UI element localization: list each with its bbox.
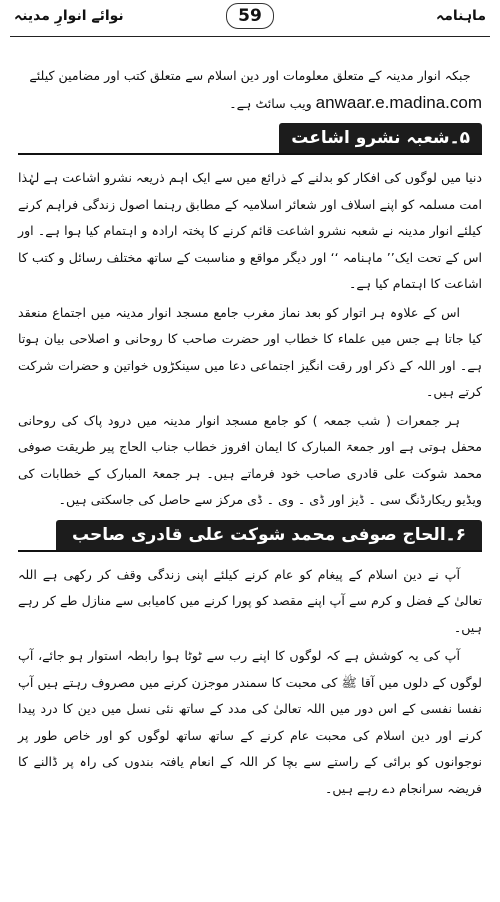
section-6-heading: ۶۔الحاج صوفی محمد شوکت علی قادری صاحب bbox=[56, 520, 482, 550]
magazine-label: ماہنامہ bbox=[436, 8, 486, 24]
section-6-paragraph-1: آپ نے دین اسلام کے پیغام کو عام کرنے کیلئے اپنی زندگی وقف کر رکھی ہے اللہ تعالیٰ کے فضل و کرم سے آپ اپنے مقصد کو پورا کرنے میں کامیابی سے منازل طے کر رہے ہیں۔ bbox=[18, 566, 482, 635]
section-6-header bbox=[18, 520, 482, 552]
section-5-paragraph-2: اس کے علاوہ ہر اتوار کو بعد نماز مغرب جامع مسجد انوار مدینہ میں اجتماع منعقد کیا جاتا ہے جس میں علماء کا خطاب اور حضرت صاحب کا روحانی و اصلاحی بیان ہوتا ہے۔ اور اللہ کے ذکر اور رقت انگیز اجتماعی دعا میں سینکڑوں خواتین و حضرات شرکت کرتے ہیں۔ bbox=[18, 304, 482, 399]
page-number: 59 bbox=[226, 3, 274, 29]
section-5-paragraph-1: دنیا میں لوگوں کی افکار کو بدلنے کے ذرائع میں سے ایک اہم ذریعہ نشرو اشاعت ہے لہٰذا امت مسلمہ کو اپنے اسلاف اور شعائر اسلامیہ کے مطابق رہنما اصول زندگی فراہم کرنے کیلئے انوار مدینہ نے شعبہ نشرو اشاعت قائم کرنے کا پختہ ارادہ و اہتمام کیا ہوا ہے۔ اور اس کے تحت ایک’’ ماہنامہ ‘‘ اور دیگر مواقع و مناسبت کے ساتھ مختلف رسائل و کتب کا اشاعت کا اہتمام کیا ہے۔ bbox=[18, 170, 482, 291]
intro-url-line bbox=[18, 90, 482, 118]
section-6-paragraph-2: آپ کی یہ کوشش ہے کہ لوگوں کا اپنے رب سے ٹوٹا ہوا رابطہ استوار ہو جائے، آپ لوگوں کے دلوں میں آقا ﷺ کی محبت کا سمندر موجزن کرنے میں مصروف رہتے ہیں آپ نفسا نفسی کے اس دور میں اللہ تعالیٰ کی مدد کے ساتھ نئی نسل میں دین کا درد پیدا کرنے اور دین اسلام کی محبت عام کرنے کے ساتھ ساتھ لوگوں کو اور خاص طور پر نوجوانوں کو برائی کے راستے سے بچا کر اللہ کے انعام یافتہ بندوں کی راہ پر ڈالنے کا فریضہ سرانجام دے رہے ہیں۔ bbox=[18, 648, 482, 796]
section-5-paragraph-3: ہر جمعرات ( شب جمعہ ) کو جامع مسجد انوار مدینہ میں درود پاک کی روحانی محفل ہوتی ہے اور جمعۃ المبارک کا ایمان افروز خطاب جناب الحاج پیر طریقت صوفی محمد شوکت علی قادری صاحب خود فرماتے ہیں۔ ہر جمعۃ المبارک کے خطابات کی ویڈیو ریکارڈنگ سی ۔ ڈیز اور ڈی ۔ وی ۔ ڈی مرکز سے حاصل کی جاسکتی ہیں۔ bbox=[18, 412, 482, 507]
website-link[interactable]: anwaar.e.madina.com bbox=[315, 92, 482, 112]
magazine-title: نوائے انوارِ مدینہ bbox=[14, 8, 124, 24]
intro-url-suffix: ویب سائٹ ہے۔ bbox=[229, 95, 312, 111]
section-5-heading: ۵۔شعبہ نشرو اشاعت bbox=[279, 123, 482, 153]
page-header bbox=[10, 0, 490, 37]
intro-line: جبکہ انوار مدینہ کے متعلق معلومات اور دین اسلام سے متعلق کتب اور مضامین کیلئے bbox=[29, 68, 471, 83]
article-body bbox=[10, 37, 490, 802]
section-5-header bbox=[18, 123, 482, 155]
